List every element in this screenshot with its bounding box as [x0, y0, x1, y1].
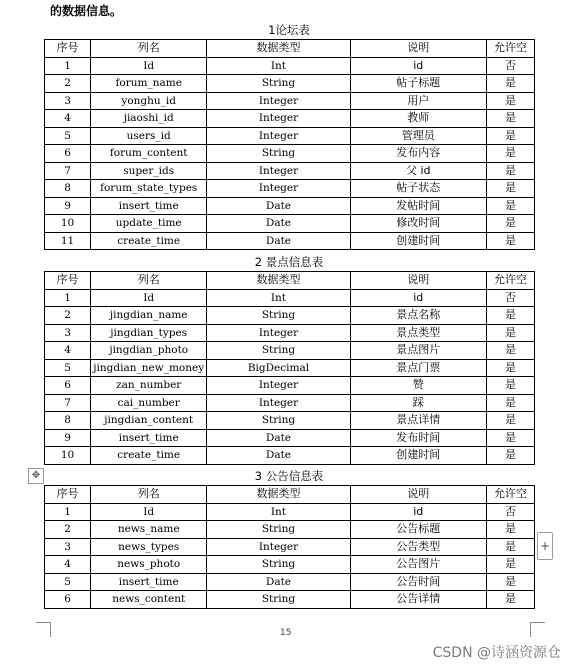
- cell-column-name: insert_time: [91, 573, 207, 591]
- cell-data-type: Date: [207, 447, 350, 465]
- cell-column-name: Id: [91, 503, 207, 521]
- header-data-type: 数据类型: [207, 272, 350, 290]
- header-column-name: 列名: [91, 272, 207, 290]
- cell-column-name: insert_time: [91, 197, 207, 215]
- notice-table: [44, 485, 535, 609]
- cell-data-type: Int: [207, 289, 350, 307]
- cell-column-name: jingdian_content: [91, 412, 207, 430]
- watermark: CSDN @诗涵资源仓: [432, 645, 561, 661]
- cell-nullable: 是: [486, 145, 534, 163]
- header-index: 序号: [45, 272, 91, 290]
- page-corner-mark-left: [36, 622, 51, 637]
- cell-column-name: super_ids: [91, 162, 207, 180]
- cell-index: 10: [45, 215, 91, 233]
- cell-index: 3: [45, 92, 91, 110]
- cell-index: 3: [45, 538, 91, 556]
- cell-nullable: 是: [486, 538, 534, 556]
- table-row: [45, 538, 535, 556]
- cell-data-type: Integer: [207, 127, 350, 145]
- add-icon[interactable]: +: [537, 532, 553, 560]
- cell-description: 公告标题: [350, 521, 486, 539]
- table-row: [45, 429, 535, 447]
- cell-nullable: 否: [486, 57, 534, 75]
- cell-column-name: insert_time: [91, 429, 207, 447]
- cell-index: 5: [45, 359, 91, 377]
- cell-index: 10: [45, 447, 91, 465]
- cell-description: 父 id: [350, 162, 486, 180]
- cell-nullable: 是: [486, 447, 534, 465]
- cell-column-name: cai_number: [91, 394, 207, 412]
- cell-data-type: Integer: [207, 110, 350, 128]
- cell-description: 管理员: [350, 127, 486, 145]
- cell-index: 11: [45, 232, 91, 250]
- cell-index: 7: [45, 162, 91, 180]
- cell-description: 公告图片: [350, 556, 486, 574]
- page-corner-mark-right: [530, 622, 545, 637]
- cell-column-name: users_id: [91, 127, 207, 145]
- cell-column-name: Id: [91, 289, 207, 307]
- forum-table: [44, 39, 535, 250]
- table-row: [45, 503, 535, 521]
- page-number: 15: [280, 628, 292, 638]
- table-header-row: [45, 486, 535, 504]
- cell-column-name: news_photo: [91, 556, 207, 574]
- cell-description: id: [350, 289, 486, 307]
- table-caption-scenic: 2 景点信息表: [254, 255, 324, 269]
- cell-nullable: 是: [486, 127, 534, 145]
- table-row: [45, 573, 535, 591]
- cell-column-name: news_types: [91, 538, 207, 556]
- cell-nullable: 否: [486, 289, 534, 307]
- table-caption-notice: 3 公告信息表: [254, 469, 324, 483]
- cell-column-name: update_time: [91, 215, 207, 233]
- header-column-name: 列名: [91, 40, 207, 58]
- table-row: [45, 75, 535, 93]
- cell-description: 创建时间: [350, 447, 486, 465]
- table-row: [45, 180, 535, 198]
- table-header-row: [45, 40, 535, 58]
- header-nullable: 允许空: [486, 486, 534, 504]
- cell-description: 发布内容: [350, 145, 486, 163]
- table-header-row: [45, 272, 535, 290]
- cell-description: 公告详情: [350, 591, 486, 609]
- cell-description: id: [350, 57, 486, 75]
- cell-nullable: 是: [486, 412, 534, 430]
- cell-data-type: String: [207, 412, 350, 430]
- cell-description: 景点详情: [350, 412, 486, 430]
- cell-index: 3: [45, 324, 91, 342]
- cell-nullable: 是: [486, 377, 534, 395]
- cell-column-name: forum_content: [91, 145, 207, 163]
- cell-data-type: Integer: [207, 377, 350, 395]
- cell-data-type: Integer: [207, 538, 350, 556]
- cell-data-type: Int: [207, 57, 350, 75]
- table-row: [45, 162, 535, 180]
- cell-data-type: Int: [207, 503, 350, 521]
- cell-data-type: Integer: [207, 324, 350, 342]
- cell-data-type: Integer: [207, 394, 350, 412]
- cell-nullable: 是: [486, 307, 534, 325]
- header-description: 说明: [350, 40, 486, 58]
- move-icon[interactable]: ✥: [28, 468, 44, 484]
- cell-index: 6: [45, 145, 91, 163]
- cell-column-name: Id: [91, 57, 207, 75]
- cell-data-type: String: [207, 556, 350, 574]
- cell-index: 1: [45, 503, 91, 521]
- cell-index: 6: [45, 591, 91, 609]
- table-row: [45, 377, 535, 395]
- cell-column-name: news_name: [91, 521, 207, 539]
- cell-column-name: jiaoshi_id: [91, 110, 207, 128]
- header-nullable: 允许空: [486, 272, 534, 290]
- cell-nullable: 是: [486, 110, 534, 128]
- table-caption-forum: 1论坛表: [268, 23, 310, 37]
- cell-data-type: Integer: [207, 162, 350, 180]
- intro-text: 的数据信息。: [50, 4, 123, 18]
- cell-column-name: zan_number: [91, 377, 207, 395]
- cell-nullable: 否: [486, 503, 534, 521]
- cell-nullable: 是: [486, 394, 534, 412]
- cell-nullable: 是: [486, 75, 534, 93]
- cell-index: 2: [45, 75, 91, 93]
- cell-nullable: 是: [486, 162, 534, 180]
- cell-description: 帖子标题: [350, 75, 486, 93]
- cell-nullable: 是: [486, 556, 534, 574]
- cell-nullable: 是: [486, 521, 534, 539]
- cell-data-type: String: [207, 342, 350, 360]
- cell-description: 发帖时间: [350, 197, 486, 215]
- cell-nullable: 是: [486, 591, 534, 609]
- table-row: [45, 92, 535, 110]
- table-row: [45, 412, 535, 430]
- cell-data-type: String: [207, 521, 350, 539]
- cell-description: 创建时间: [350, 232, 486, 250]
- cell-nullable: 是: [486, 180, 534, 198]
- cell-description: 景点类型: [350, 324, 486, 342]
- cell-data-type: Date: [207, 429, 350, 447]
- cell-index: 1: [45, 57, 91, 75]
- cell-description: 公告时间: [350, 573, 486, 591]
- cell-description: 景点图片: [350, 342, 486, 360]
- table-row: [45, 447, 535, 465]
- scenic-spot-table: [44, 271, 535, 465]
- cell-index: 9: [45, 429, 91, 447]
- cell-data-type: String: [207, 307, 350, 325]
- cell-index: 2: [45, 521, 91, 539]
- cell-description: 景点门票: [350, 359, 486, 377]
- header-index: 序号: [45, 486, 91, 504]
- cell-data-type: Date: [207, 232, 350, 250]
- cell-column-name: jingdian_types: [91, 324, 207, 342]
- cell-data-type: Integer: [207, 180, 350, 198]
- cell-description: 踩: [350, 394, 486, 412]
- table-row: [45, 145, 535, 163]
- cell-description: 赞: [350, 377, 486, 395]
- cell-column-name: jingdian_name: [91, 307, 207, 325]
- cell-data-type: Integer: [207, 92, 350, 110]
- cell-nullable: 是: [486, 324, 534, 342]
- table-row: [45, 197, 535, 215]
- cell-description: 教师: [350, 110, 486, 128]
- cell-column-name: create_time: [91, 232, 207, 250]
- cell-nullable: 是: [486, 92, 534, 110]
- cell-data-type: Date: [207, 215, 350, 233]
- table-row: [45, 127, 535, 145]
- table-row: [45, 342, 535, 360]
- header-data-type: 数据类型: [207, 486, 350, 504]
- table-row: [45, 232, 535, 250]
- cell-column-name: forum_name: [91, 75, 207, 93]
- cell-data-type: BigDecimal: [207, 359, 350, 377]
- header-description: 说明: [350, 486, 486, 504]
- cell-index: 7: [45, 394, 91, 412]
- cell-data-type: String: [207, 145, 350, 163]
- cell-index: 6: [45, 377, 91, 395]
- cell-column-name: news_content: [91, 591, 207, 609]
- header-index: 序号: [45, 40, 91, 58]
- cell-description: 帖子状态: [350, 180, 486, 198]
- header-nullable: 允许空: [486, 40, 534, 58]
- header-column-name: 列名: [91, 486, 207, 504]
- cell-nullable: 是: [486, 215, 534, 233]
- cell-description: id: [350, 503, 486, 521]
- cell-index: 8: [45, 412, 91, 430]
- cell-data-type: Date: [207, 197, 350, 215]
- cell-column-name: jingdian_new_money: [91, 359, 207, 377]
- table-row: [45, 359, 535, 377]
- cell-column-name: jingdian_photo: [91, 342, 207, 360]
- table-row: [45, 556, 535, 574]
- cell-index: 4: [45, 110, 91, 128]
- cell-nullable: 是: [486, 573, 534, 591]
- cell-nullable: 是: [486, 429, 534, 447]
- cell-description: 修改时间: [350, 215, 486, 233]
- header-description: 说明: [350, 272, 486, 290]
- cell-data-type: String: [207, 591, 350, 609]
- cell-nullable: 是: [486, 197, 534, 215]
- table-row: [45, 110, 535, 128]
- cell-index: 5: [45, 573, 91, 591]
- table-row: [45, 57, 535, 75]
- cell-description: 发布时间: [350, 429, 486, 447]
- table-row: [45, 591, 535, 609]
- cell-data-type: Date: [207, 573, 350, 591]
- table-row: [45, 394, 535, 412]
- cell-index: 4: [45, 342, 91, 360]
- cell-index: 9: [45, 197, 91, 215]
- cell-description: 用户: [350, 92, 486, 110]
- cell-data-type: String: [207, 75, 350, 93]
- cell-description: 公告类型: [350, 538, 486, 556]
- cell-nullable: 是: [486, 232, 534, 250]
- cell-index: 8: [45, 180, 91, 198]
- table-row: [45, 307, 535, 325]
- cell-column-name: create_time: [91, 447, 207, 465]
- cell-column-name: forum_state_types: [91, 180, 207, 198]
- cell-index: 1: [45, 289, 91, 307]
- cell-index: 4: [45, 556, 91, 574]
- table-row: [45, 289, 535, 307]
- cell-nullable: 是: [486, 342, 534, 360]
- header-data-type: 数据类型: [207, 40, 350, 58]
- table-row: [45, 215, 535, 233]
- table-row: [45, 521, 535, 539]
- table-row: [45, 324, 535, 342]
- cell-description: 景点名称: [350, 307, 486, 325]
- cell-column-name: yonghu_id: [91, 92, 207, 110]
- cell-index: 5: [45, 127, 91, 145]
- cell-index: 2: [45, 307, 91, 325]
- cell-nullable: 是: [486, 359, 534, 377]
